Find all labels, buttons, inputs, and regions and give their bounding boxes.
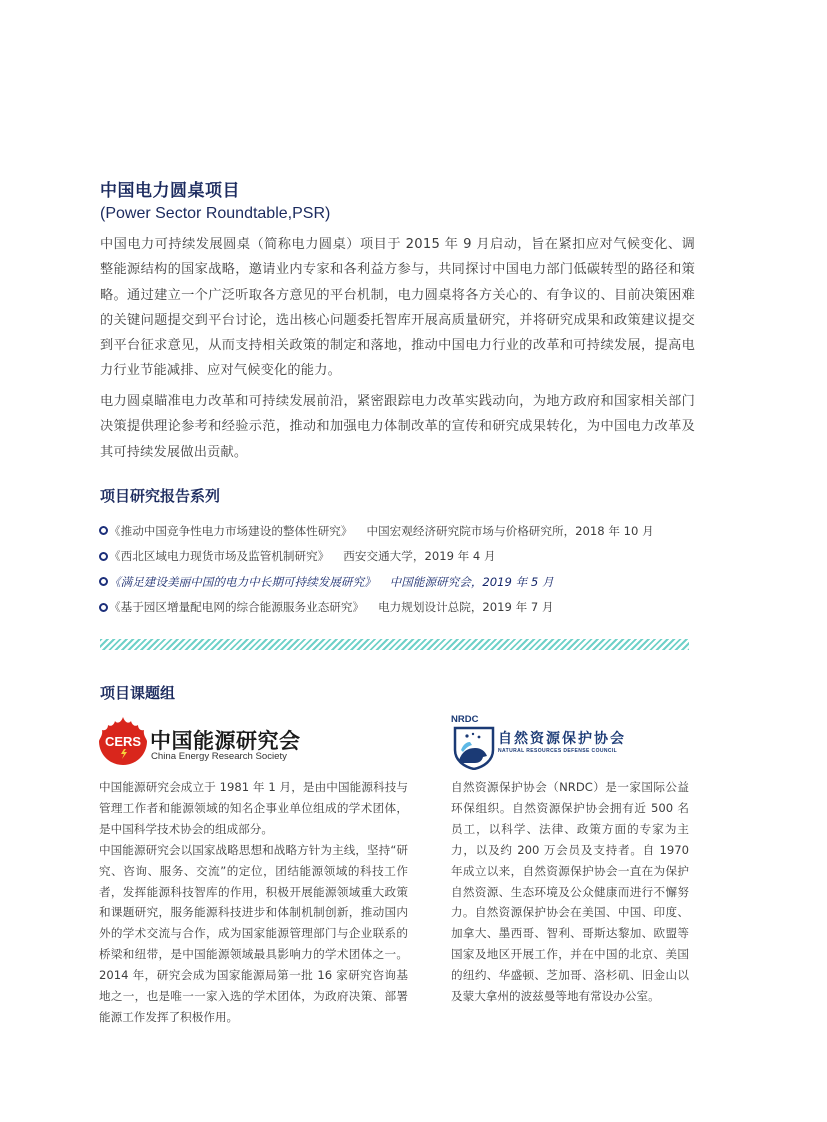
striped-divider [100, 639, 689, 650]
report-title: 《满足建设美丽中国的电力中长期可持续发展研究》 [109, 574, 376, 589]
cers-flame-icon [98, 716, 148, 766]
nrdc-name-cn: 自然资源保护协会 [498, 731, 626, 747]
cers-logo-text: CERS [104, 734, 142, 749]
project-subtitle: (Power Sector Roundtable,PSR) [100, 205, 331, 222]
circle-bullet-icon [99, 552, 108, 561]
report-item [99, 595, 719, 621]
nrdc-paragraph-1: 自然资源保护协会（NRDC）是一家国际公益环保组织。自然资源保护协会拥有近 500 名员工，以科学、法律、政策方面的专家为主力，以及约 200 万会员及支持者。自 1970 年成立以来，自然资源保护协会一直在为保护自然资源、生态环境及公众健康而进行不懈努力。自然资源保护协会在美国、中国、印度、加拿大、墨西哥、智利、哥斯达黎加、欧盟等国家及地区开展工作，并在中国的北京、美国的纽约、华盛顿、芝加哥、洛杉矶、旧金山以及蒙大拿州的波兹曼等地有常设办公室。 [451, 780, 689, 1004]
circle-bullet-icon [99, 526, 108, 535]
polar-bear-shield-icon [453, 726, 495, 770]
team-heading: 项目课题组 [100, 684, 176, 702]
report-source: 中国宏观经济研究院市场与价格研究所，2018 年 10 月 [366, 523, 654, 538]
nrdc-label: NRDC [451, 714, 479, 725]
intro-paragraph-2: 电力圆桌瞄准电力改革和可持续发展前沿，紧密跟踪电力改革实践动向，为地方政府和国家相关部门决策提供理论参考和经验示范，推动和加强电力体制改革的宣传和研究成果转化，为中国电力改革及其可持续发展做出贡献。 [100, 394, 695, 460]
cers-paragraph-2: 中国能源研究会以国家战略思想和战略方针为主线，坚持“研究、咨询、服务、交流”的定位，团结能源领域的科技工作者，发挥能源科技智库的作用，积极开展能源领域重大政策和课题研究，服务能源科技进步和体制机制创新，推动国内外的学术交流与合作，成为国家能源管理部门与企业联系的桥梁和纽带，是中国能源领域最具影响力的学术团体之一。2014 年，研究会成为国家能源局第一批 16 家研究咨询基地之一，也是唯一一家入选的学术团体，为政府决策、部署能源工作发挥了积极作用。 [99, 842, 408, 1024]
circle-bullet-icon [99, 577, 108, 586]
report-title: 《基于园区增量配电网的综合能源服务业态研究》 [109, 600, 365, 615]
report-item [99, 518, 719, 544]
report-title: 《西北区域电力现货市场及监管机制研究》 [109, 549, 330, 564]
cers-paragraph-1: 中国能源研究会成立于 1981 年 1 月，是由中国能源科技与管理工作者和能源领域的知名企事业单位组成的学术团体，是中国科学技术协会的组成部分。 [99, 780, 408, 836]
report-source: 中国能源研究会，2019 年 5 月 [389, 574, 554, 589]
cers-name-en: China Energy Research Society [151, 751, 287, 762]
reports-list [99, 518, 719, 620]
report-source: 电力规划设计总院，2019 年 7 月 [378, 600, 554, 615]
intro-paragraph-1: 中国电力可持续发展圆桌（简称电力圆桌）项目于 2015 年 9 月启动，旨在紧扣应对气候变化、调整能源结构的国家战略，邀请业内专家和各利益方参与，共同探讨中国电力部门低碳转型的路径和策略。通过建立一个广泛听取各方意见的平台机制，电力圆桌将各方关心的、有争议的、目前决策困难的关键问题提交到平台讨论，选出核心问题委托智库开展高质量研究，并将研究成果和政策建议提交到平台征求意见，从而支持相关政策的制定和落地，推动中国电力行业的改革和可持续发展，提高电力行业节能减排、应对气候变化的能力。 [100, 237, 695, 379]
cers-logo [98, 716, 301, 766]
reports-heading: 项目研究报告系列 [100, 487, 221, 505]
circle-bullet-icon [99, 603, 108, 612]
report-source: 西安交通大学，2019 年 4 月 [343, 549, 496, 564]
report-item-highlighted [99, 569, 719, 595]
nrdc-description [451, 777, 689, 1007]
project-title: 中国电力圆桌项目 [100, 181, 240, 201]
cers-description [99, 777, 408, 1028]
report-title: 《推动中国竞争性电力市场建设的整体性研究》 [109, 523, 353, 538]
cers-name-cn: 中国能源研究会 [150, 729, 301, 753]
nrdc-logo [451, 714, 651, 770]
report-item [99, 544, 719, 570]
nrdc-name-en: NATURAL RESOURCES DEFENSE COUNCIL [498, 748, 618, 754]
